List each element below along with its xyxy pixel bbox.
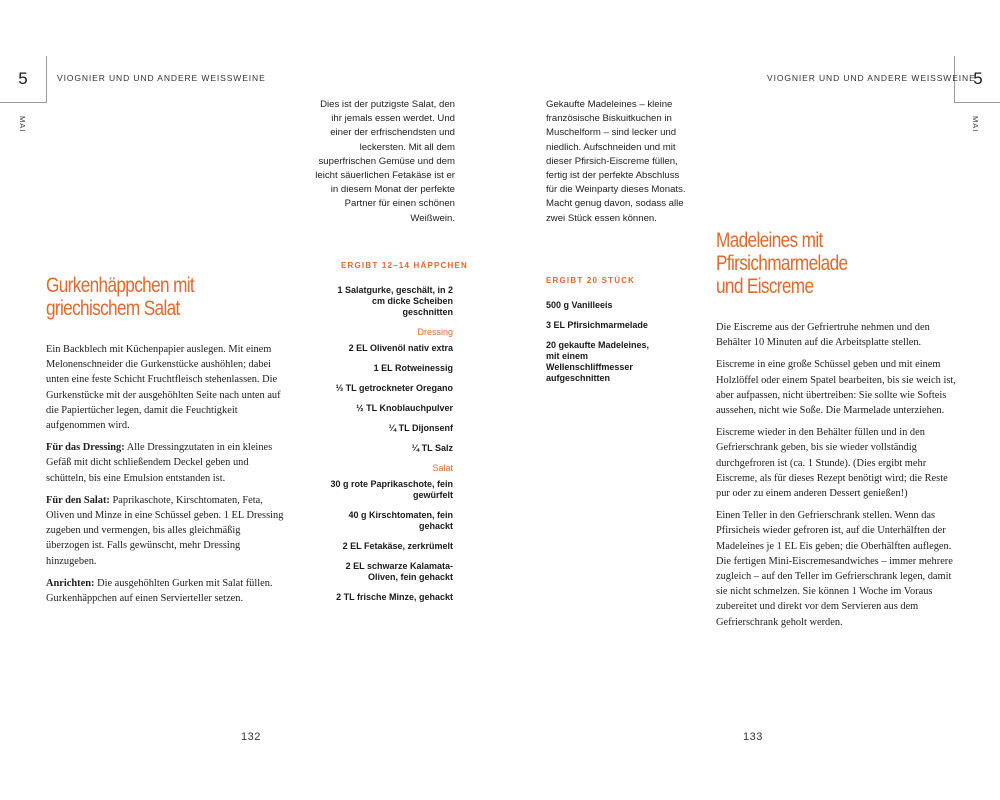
- ingredient-item: 2 EL Olivenöl nativ extra: [348, 343, 453, 353]
- recipe-title-left: [46, 274, 194, 320]
- step-paragraph: Einen Teller in den Gefrierschrank stellen. Wenn das Pfirsicheis wieder gefroren ist, auf die Unterhälften der Madeleines je 1 EL Eis geben; die Oberhälften auflegen. Die fertigen Mini-Eiscremesandwiches – immer mehrere zugleich – auf den Teller im Gefrierschrank legen, damit sie nicht schmelzen. Sie können 1 Woche im Voraus zubereitet und direkt vor dem Servieren aus dem Gefrierschrank geholt werden.: [716, 510, 953, 628]
- ingredient-item: 20 gekaufte Madeleines, mit einem Wellenschliffmesser aufgeschnitten: [546, 340, 650, 383]
- title-line: Pfirsichmarmelade: [716, 252, 848, 275]
- step-paragraph: Für das Dressing: Alle Dressingzutaten in ein kleines Gefäß mit dicht schließendem Deckel geben und schütteln, bis eine Emulsion entstanden ist.: [46, 442, 273, 484]
- yield-label-left: ERGIBT 12–14 HÄPPCHEN: [341, 261, 469, 270]
- recipe-intro-right: Gekaufte Madeleines – kleine französische Biskuitkuchen in Muschelform – sind lecker und niedlich. Aufschneiden und mit dieser Pfirsich-Eiscreme füllen, fertig ist der perfekte Abschluss für die Weinparty dieses Monats. Macht genug davon, sodass alle zwei Stück essen können.: [546, 99, 686, 224]
- ingredient-item: 40 g Kirschtomaten, fein gehackt: [348, 510, 453, 531]
- title-line: Gurkenhäppchen mit: [46, 274, 195, 297]
- ingredient-item: 2 EL Fetakäse, zerkrümelt: [342, 541, 453, 551]
- chapter-number-right: 5: [954, 56, 1000, 103]
- step-paragraph: Eiscreme wieder in den Behälter füllen und in den Gefrierschrank geben, bis sie wieder vollständig durchgefroren ist (ca. 1 Stunde). (Dies ergibt mehr Eiscreme, als für dieses Rezept benötigt wird; die Reste pur oder zu einem anderen Dessert genießen!): [716, 427, 948, 500]
- title-line: und Eiscreme: [716, 275, 814, 298]
- side-label-right: MAI: [971, 116, 980, 133]
- side-label-left: MAI: [18, 116, 27, 133]
- recipe-title-right: [716, 229, 847, 298]
- ingredient-item: 2 EL schwarze Kalamata-Oliven, fein gehackt: [345, 561, 453, 582]
- page-number-right: 133: [743, 731, 763, 743]
- ingredient-list-left: [325, 285, 453, 612]
- recipe-steps-right: [716, 320, 956, 637]
- title-line: griechischem Salat: [46, 297, 180, 320]
- step-paragraph: Für den Salat: Paprikaschote, Kirschtomaten, Feta, Oliven und Minze in eine Schüssel geben. 1 EL Dressing zugeben und vermengen, bis alles gleichmäßig überzogen ist. Falls gewünscht, mehr Dressing hinzugeben.: [46, 494, 284, 567]
- yield-label-right: ERGIBT 20 STÜCK: [546, 276, 636, 285]
- ingredient-item: ¼ TL Dijonsenf: [388, 423, 453, 433]
- ingredient-item: 2 TL frische Minze, gehackt: [336, 592, 453, 602]
- ingredient-list-right: [546, 300, 664, 393]
- ingredient-item: 30 g rote Paprikaschote, fein gewürfelt: [330, 479, 453, 500]
- ingredient-item: 3 EL Pfirsichmarmelade: [546, 320, 648, 330]
- chapter-number-left: 5: [0, 56, 47, 103]
- ingredient-item: 500 g Vanilleeis: [546, 300, 613, 310]
- ingredient-item: 1 EL Rotweinessig: [373, 363, 453, 373]
- ingredient-item: 1 Salatgurke, geschält, in 2 cm dicke Scheiben geschnitten: [337, 285, 453, 317]
- running-header-left: VIOGNIER UND UND ANDERE WEISSWEINE: [57, 73, 266, 83]
- ingredient-item: ½ TL Knoblauchpulver: [356, 403, 453, 413]
- ingredient-item: ¼ TL Salz: [411, 443, 453, 453]
- recipe-steps-left: [46, 342, 286, 613]
- page-number-left: 132: [241, 731, 261, 743]
- recipe-intro-left: Dies ist der putzigste Salat, den ihr jemals essen werdet. Und einer der erfrischendsten und leckersten. Mit all dem superfrischen Gemüse und dem leicht säuerlichen Fetakäse ist er in diesem Monat der perfekte Partner für einen schönen Weißwein.: [315, 99, 455, 224]
- running-header-right: VIOGNIER UND UND ANDERE WEISSWEINE: [767, 73, 976, 83]
- step-paragraph: Eiscreme in eine große Schüssel geben und mit einem Holzlöffel oder einem Spatel bearbeiten, bis sie weich ist, aber aufpassen, nicht übertreiben: Sie sollte wie Softeis aussehen, nicht wie Soße. Die Marmelade unterziehen.: [716, 359, 956, 417]
- title-line: Madeleines mit: [716, 229, 823, 252]
- ingredient-item: ⅓ TL getrockneter Oregano: [335, 383, 453, 393]
- ingredient-group-label: Salat: [432, 463, 453, 473]
- step-paragraph: Die Eiscreme aus der Gefriertruhe nehmen und den Behälter 10 Minuten auf die Arbeitsplatte stellen.: [716, 322, 930, 349]
- step-paragraph: Ein Backblech mit Küchenpapier auslegen. Mit einem Melonenschneider die Gurkenstücke aushöhlen; dabei unten eine feste Schicht Fruchtfleisch stehenlassen. Die Gurkenstücke mit der ausgehöhlten Seite nach unten auf die Papiertücher legen, damit die Feuchtigkeit aufgenommen wird.: [46, 344, 281, 432]
- step-paragraph: Anrichten: Die ausgehöhlten Gurken mit Salat füllen. Gurkenhäppchen auf einen Servierteller setzen.: [46, 577, 273, 605]
- ingredient-group-label: Dressing: [417, 327, 453, 337]
